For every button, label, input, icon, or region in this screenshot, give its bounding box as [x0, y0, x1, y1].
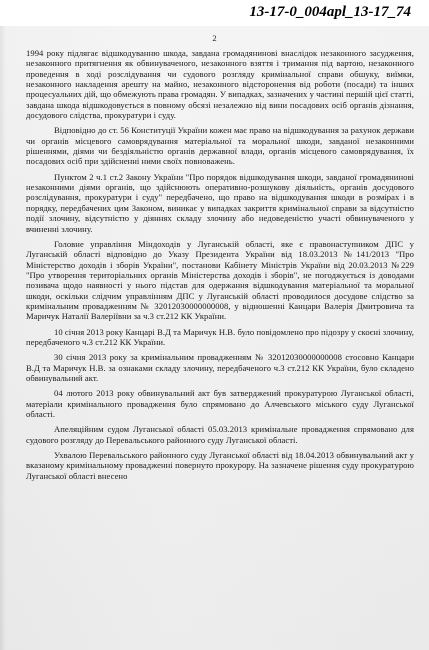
paragraph: 1994 року підлягає відшкодуванню шкода, завдана громадянинові внаслідок незаконного засудження, незаконного притягнення як обвинуваченого, незаконного взяття і тримання під вартою, незаконного проведення в ході розслідування чи судового розгляду кримінальної справи обшуку, виїмки, незаконного накладення арешту на майно, незаконного відсторонення від роботи (посади) та інших процесуальних дій, що обмежують права громадян. У випадках, зазначених у частині першій цієї статті, завдана шкода відшкодовується в повному обсязі незалежно від вини посадових осіб органів дізнання, досудового слідства, прокуратури і суду. [26, 48, 414, 121]
paragraph: 04 лютого 2013 року обвинувальний акт був затверджений прокуратурою Луганської області, матеріали кримінального провадження було спрямовано до Алчевського міського суду Луганської області. [26, 388, 414, 419]
paragraph: 10 січня 2013 року Канцарі В.Д та Маричук Н.В. було повідомлено про підозру у скоєні злочину, передбаченого ч.3 ст.212 КК України. [26, 326, 414, 347]
page-number: 2 [212, 33, 217, 43]
paragraph: Ухвалою Перевальського районного суду Луганської області від 18.04.2013 обвинувальний акт у вказаному кримінальному провадженні повернуто прокурору. На зазначене рішення суду прокуратурою Луганської області внесено [26, 450, 414, 481]
scanned-page [0, 26, 429, 650]
paragraph: Відповідно до ст. 56 Конституції України кожен має право на відшкодування за рахунок держави чи органів місцевого самоврядування матеріальної та моральної шкоди, завданої незаконними рішеннями, діями чи бездіяльністю органів державної влади, органів місцевого самоврядування, їх посадових осіб при здійсненні ними своїх повноважень. [26, 125, 414, 167]
document-id-header: 13-17-0_004apl_13-17_74 [249, 4, 411, 20]
paragraph: 30 січня 2013 року за кримінальним провадженням № 32012030000000008 стосовно Канцари В.Д та Маричук Н.В. за ознаками складу злочину, передбаченого ч.3 ст.212 КК України, було складено обвинувальний акт. [26, 352, 414, 383]
paragraph: Пунктом 2 ч.1 ст.2 Закону України "Про порядок відшкодування шкоди, завданої громадянинові незаконними діями органів, що здійснюють оперативно-розшукову діяльність, органів досудового розслідування, прокуратури і суду" передбачено, що право на відшкодування шкоди в розмірах і в порядку, передбачених цим Законом, виникає у випадках закриття кримінальної справи за відсутністю події злочину, відсутністю у діяннях складу злочину або недоведеністю участі обвинуваченого у вчиненні злочину. [26, 171, 414, 234]
document-body [26, 48, 414, 650]
paragraph: Головне управління Міндоходів у Луганській області, яке є правонаступником ДПС у Луганській області відповідно до Указу Президента України від 18.03.2013 №141/2013 "Про Міністерство доходів і зборів України", постанови Кабінету Міністрів України від 20.03.2013 №229 "Про утворення територіальних органів Міністерства доходів і зборів", не погоджується із доводами позивача щодо наявності у нього підстав для одержання відшкодування матеріальної та моральної шкоди, оскільки слідчим управлінням ДПС у Луганській області проводилося досудове слідство за кримінальним провадженням № 32012030000000008, у відношенні Канцари Валерія Дмитровича та Маричук Наталії Валеріївни за ч.3 ст.212 КК України. [26, 238, 414, 322]
paragraph: Апеляційним судом Луганської області 05.03.2013 кримінальне провадження спрямовано для судового розгляду до Перевальського районного суду Луганської області. [26, 424, 414, 445]
